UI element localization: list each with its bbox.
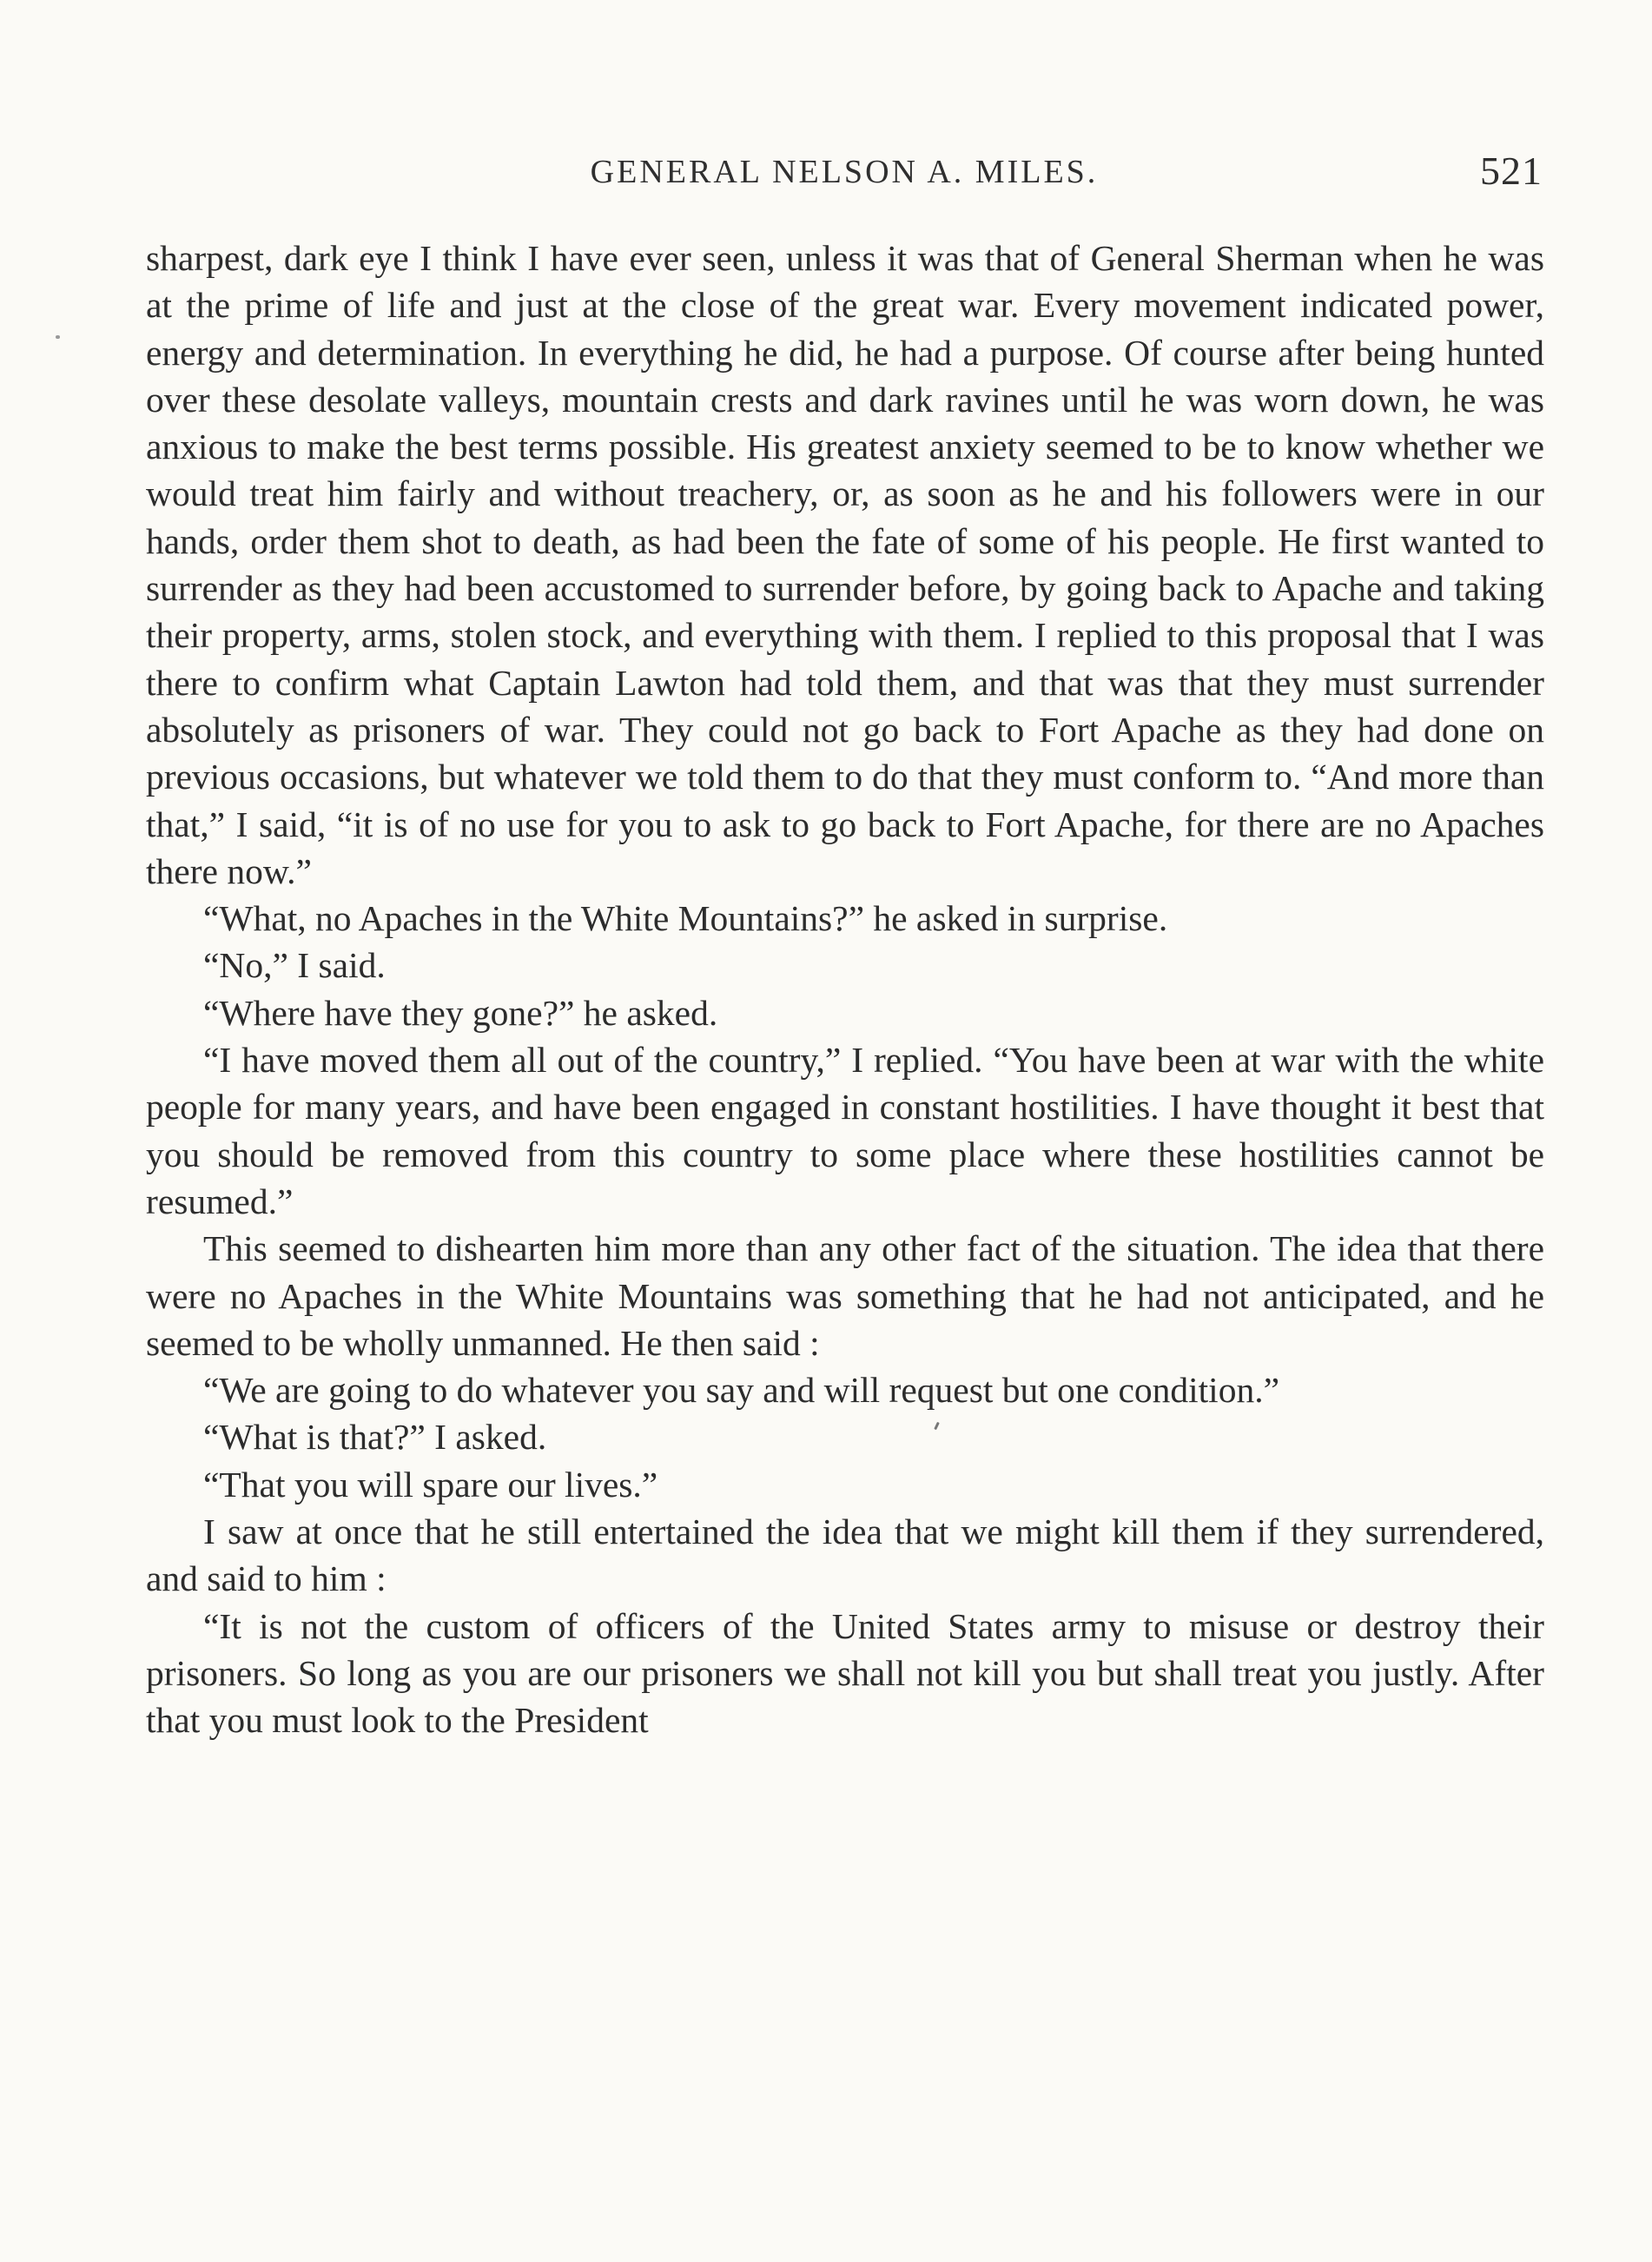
print-speck [56,335,60,339]
paragraph-dialogue-reply: “No,” I said. [203,945,386,986]
page-number: 521 [1480,149,1543,193]
paragraph-dialogue-request: “We are going to do whatever you say and will request but one condition.” [203,1370,1280,1411]
paragraph-dialogue-question: “Where have they gone?” he asked. [203,992,718,1033]
paragraph-dialogue-reply: “I have moved them all out of the country,” I replied. “You have been at war with the white people for many years, and have been engaged in constant hostilities. I have thought it best that you should be removed from this country to some place where these hostilities cannot be resumed.” [146,1040,1544,1221]
running-title: GENERAL NELSON A. MILES. [590,154,1099,190]
paragraph-narrative: I saw at once that he still entertained the idea that we might kill them if they surrendered, and said to him : [146,1511,1544,1599]
paragraph-dialogue-question: “What is that?” I asked. [203,1417,547,1458]
paragraph-dialogue-question: “What, no Apaches in the White Mountains?” he asked in surprise. [203,898,1168,939]
paragraph-narrative: This seemed to dishearten him more than any other fact of the situation. The idea that there were no Apaches in the White Mountains was something that he had not anticipated, and he seemed to be wholly unmanned. He then said : [146,1228,1544,1363]
running-header [146,146,1543,198]
paragraph-continued: sharpest, dark eye I think I have ever seen, unless it was that of General Sherman when he was at the prime of life and just at the close of the great war. Every movement indicated power, energy and determination. In everything he did, he had a purpose. Of course after being hunted over these desolate valleys, mountain crests and dark ravines until he was worn down, he was anxious to make the best terms possible. His greatest anxiety seemed to be to know whether we would treat him fairly and without treachery, or, as soon as he and his followers were in our hands, order them shot to death, as had been the fate of some of his people. He first wanted to surrender as they had been accustomed to surrender before, by going back to Apache and taking their property, arms, stolen stock, and everything with them. I replied to this proposal that I was there to confirm what Captain Lawton had told them, and that was that they must surrender absolutely as prisoners of war. They could not go back to Fort Apache as they had done on previous occasions, but whatever we told them to do that they must conform to. “And more than that,” I said, “it is of no use for you to ask to go back to Fort Apache, for there are no Apaches there now.” [146,238,1544,891]
paragraph-dialogue-reply: “That you will spare our lives.” [203,1464,658,1505]
paragraph-dialogue-reply: “It is not the custom of officers of the United States army to misuse or destroy their prisoners. So long as you are our prisoners we shall not kill you but shall treat you justly. After that you must look to the President [146,1605,1544,1741]
body-text [146,235,1544,1744]
